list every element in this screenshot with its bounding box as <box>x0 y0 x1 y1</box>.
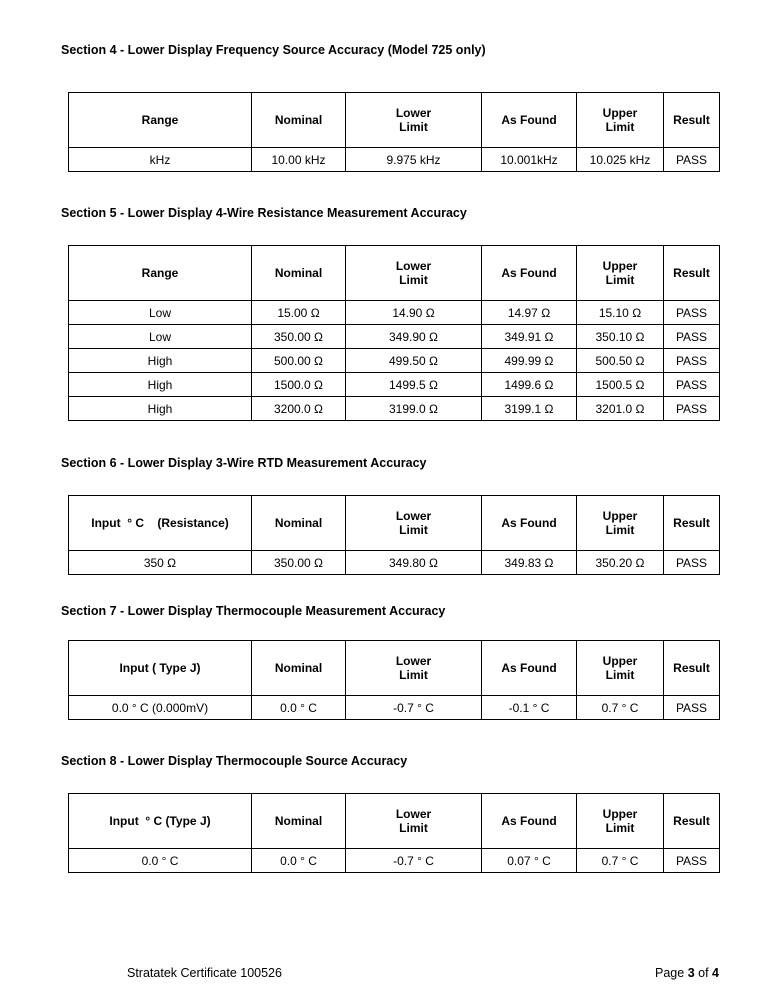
header-as-found: As Found <box>482 496 577 551</box>
table-row <box>69 325 720 349</box>
cell-lower-limit: 1499.5 Ω <box>346 373 482 397</box>
header-upper-limit: Upper Limit <box>577 496 664 551</box>
table-row <box>69 373 720 397</box>
cell-result: PASS <box>664 373 720 397</box>
header-lower-limit: Lower Limit <box>346 794 482 849</box>
cell-upper-limit: 3201.0 Ω <box>577 397 664 421</box>
section-7-title: Section 7 - Lower Display Thermocouple Measurement Accuracy <box>61 604 446 618</box>
table-header-row <box>69 794 720 849</box>
header-result: Result <box>664 93 720 148</box>
table-row <box>69 849 720 873</box>
cell-result: PASS <box>664 349 720 373</box>
table-row <box>69 301 720 325</box>
cell-result: PASS <box>664 325 720 349</box>
footer-page-number: Page 3 of 4 <box>655 966 719 980</box>
cell-range: Low <box>69 325 252 349</box>
header-first-col: Input ° C (Type J) <box>69 794 252 849</box>
cell-nominal: 0.0 ° C <box>252 849 346 873</box>
table-header-row <box>69 246 720 301</box>
cell-nominal: 0.0 ° C <box>252 696 346 720</box>
section-8-title: Section 8 - Lower Display Thermocouple Source Accuracy <box>61 754 408 768</box>
section-6-table <box>68 495 720 575</box>
header-first-col: Input ° C (Resistance) <box>69 496 252 551</box>
cell-upper-limit: 500.50 Ω <box>577 349 664 373</box>
cell-upper-limit: 350.10 Ω <box>577 325 664 349</box>
cell-result: PASS <box>664 551 720 575</box>
cell-lower-limit: -0.7 ° C <box>346 849 482 873</box>
header-nominal: Nominal <box>252 246 346 301</box>
header-nominal: Nominal <box>252 641 346 696</box>
cell-nominal: 3200.0 Ω <box>252 397 346 421</box>
header-as-found: As Found <box>482 93 577 148</box>
cell-nominal: 500.00 Ω <box>252 349 346 373</box>
cell-range: High <box>69 373 252 397</box>
table-row <box>69 397 720 421</box>
cell-lower-limit: 14.90 Ω <box>346 301 482 325</box>
cell-upper-limit: 0.7 ° C <box>577 849 664 873</box>
cell-as-found: 349.83 Ω <box>482 551 577 575</box>
header-result: Result <box>664 246 720 301</box>
cell-upper-limit: 1500.5 Ω <box>577 373 664 397</box>
table-row <box>69 349 720 373</box>
header-lower-limit: Lower Limit <box>346 93 482 148</box>
cell-as-found: -0.1 ° C <box>482 696 577 720</box>
header-as-found: As Found <box>482 794 577 849</box>
table-row <box>69 551 720 575</box>
header-nominal: Nominal <box>252 794 346 849</box>
cell-as-found: 1499.6 Ω <box>482 373 577 397</box>
cell-as-found: 14.97 Ω <box>482 301 577 325</box>
header-upper-limit: Upper Limit <box>577 794 664 849</box>
cell-nominal: 1500.0 Ω <box>252 373 346 397</box>
cell-result: PASS <box>664 148 720 172</box>
header-nominal: Nominal <box>252 496 346 551</box>
cell-nominal: 350.00 Ω <box>252 325 346 349</box>
cell-upper-limit: 350.20 Ω <box>577 551 664 575</box>
section-4-title: Section 4 - Lower Display Frequency Source Accuracy (Model 725 only) <box>61 43 486 57</box>
cell-range: kHz <box>69 148 252 172</box>
footer-certificate: Stratatek Certificate 100526 <box>127 966 282 980</box>
cell-as-found: 0.07 ° C <box>482 849 577 873</box>
cell-range: Low <box>69 301 252 325</box>
header-as-found: As Found <box>482 641 577 696</box>
cell-nominal: 15.00 Ω <box>252 301 346 325</box>
table-row <box>69 696 720 720</box>
cell-upper-limit: 10.025 kHz <box>577 148 664 172</box>
cell-nominal: 350.00 Ω <box>252 551 346 575</box>
header-upper-limit: Upper Limit <box>577 246 664 301</box>
cell-as-found: 3199.1 Ω <box>482 397 577 421</box>
section-7-table <box>68 640 720 720</box>
header-nominal: Nominal <box>252 93 346 148</box>
table-header-row <box>69 496 720 551</box>
cell-lower-limit: 349.80 Ω <box>346 551 482 575</box>
cell-input: 350 Ω <box>69 551 252 575</box>
cell-as-found: 10.001kHz <box>482 148 577 172</box>
header-as-found: As Found <box>482 246 577 301</box>
cell-result: PASS <box>664 696 720 720</box>
section-4-table <box>68 92 720 172</box>
table-row <box>69 148 720 172</box>
header-lower-limit: Lower Limit <box>346 496 482 551</box>
cell-input: 0.0 ° C <box>69 849 252 873</box>
header-first-col: Input ( Type J) <box>69 641 252 696</box>
cell-lower-limit: 499.50 Ω <box>346 349 482 373</box>
header-result: Result <box>664 641 720 696</box>
section-8-table <box>68 793 720 873</box>
cell-range: High <box>69 349 252 373</box>
cell-lower-limit: 349.90 Ω <box>346 325 482 349</box>
cell-as-found: 499.99 Ω <box>482 349 577 373</box>
cell-result: PASS <box>664 849 720 873</box>
section-5-title: Section 5 - Lower Display 4-Wire Resistance Measurement Accuracy <box>61 206 467 220</box>
cell-upper-limit: 15.10 Ω <box>577 301 664 325</box>
table-header-row <box>69 93 720 148</box>
header-upper-limit: Upper Limit <box>577 641 664 696</box>
header-lower-limit: Lower Limit <box>346 641 482 696</box>
cell-lower-limit: 9.975 kHz <box>346 148 482 172</box>
table-header-row <box>69 641 720 696</box>
cell-as-found: 349.91 Ω <box>482 325 577 349</box>
cell-nominal: 10.00 kHz <box>252 148 346 172</box>
cell-lower-limit: -0.7 ° C <box>346 696 482 720</box>
section-5-table <box>68 245 720 421</box>
cell-input: 0.0 ° C (0.000mV) <box>69 696 252 720</box>
cell-result: PASS <box>664 397 720 421</box>
cell-range: High <box>69 397 252 421</box>
header-result: Result <box>664 794 720 849</box>
cell-result: PASS <box>664 301 720 325</box>
section-6-title: Section 6 - Lower Display 3-Wire RTD Measurement Accuracy <box>61 456 427 470</box>
cell-lower-limit: 3199.0 Ω <box>346 397 482 421</box>
header-result: Result <box>664 496 720 551</box>
header-first-col: Range <box>69 246 252 301</box>
cell-upper-limit: 0.7 ° C <box>577 696 664 720</box>
header-lower-limit: Lower Limit <box>346 246 482 301</box>
header-upper-limit: Upper Limit <box>577 93 664 148</box>
header-first-col: Range <box>69 93 252 148</box>
